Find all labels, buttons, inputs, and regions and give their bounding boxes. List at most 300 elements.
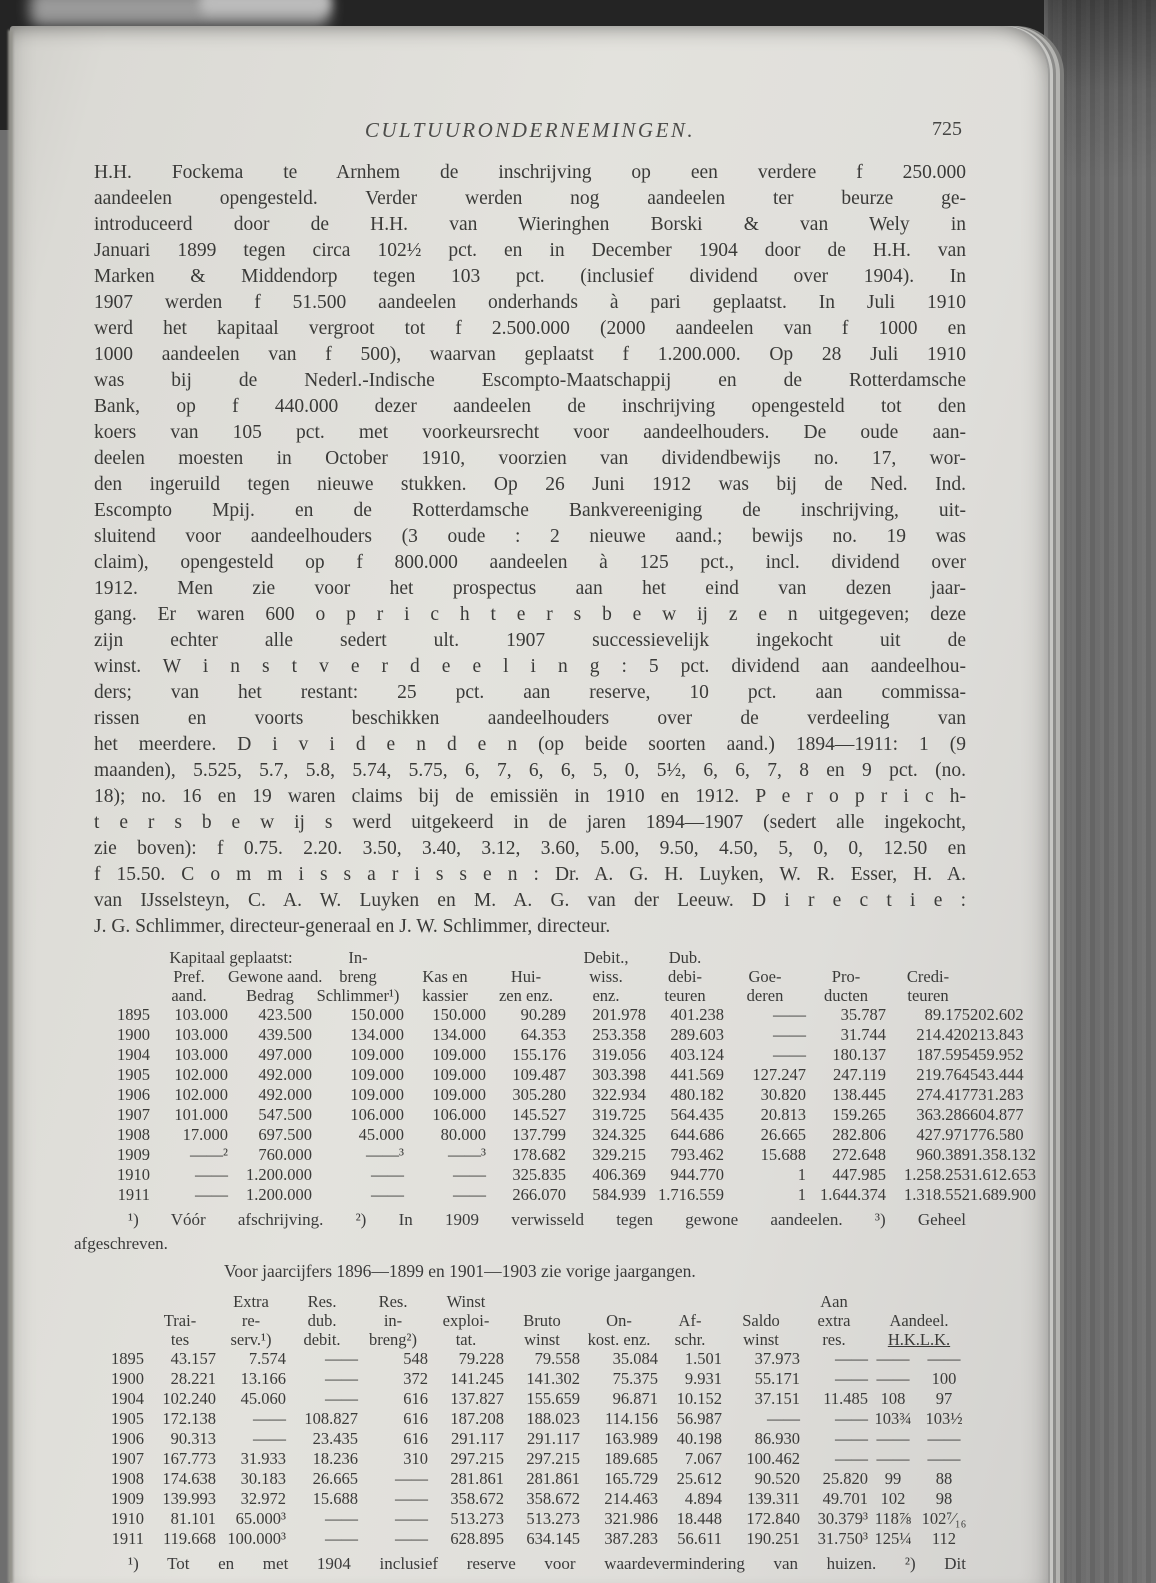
value-cell: 9.931: [684, 1369, 722, 1388]
value-cell: ——: [876, 1369, 910, 1388]
book-fore-edge: [1044, 0, 1156, 1583]
table-row: [94, 1449, 970, 1469]
column-header: Aandeel.: [889, 1311, 949, 1330]
column-header: Bruto: [523, 1311, 561, 1330]
value-cell: 30.820: [760, 1085, 806, 1104]
value-cell: ——: [253, 1429, 286, 1448]
column-header: Kapitaal geplaatst:: [169, 948, 293, 967]
value-cell: 4.894: [684, 1489, 722, 1508]
value-cell: 139.993: [162, 1489, 216, 1508]
value-cell: 1: [797, 1185, 806, 1204]
value-cell: 159.265: [832, 1105, 886, 1124]
value-cell: 187.595: [916, 1045, 970, 1064]
value-cell: 56.987: [676, 1409, 722, 1428]
column-header: On-: [606, 1311, 632, 1330]
value-cell: 102⁷⁄₁₆: [921, 1509, 967, 1528]
value-cell: 172.138: [162, 1409, 216, 1428]
column-header: [94, 1311, 144, 1330]
value-cell: 214.463: [604, 1489, 658, 1508]
value-cell: 109.000: [432, 1045, 486, 1064]
value-cell: 447.985: [832, 1165, 886, 1184]
value-cell: 49.701: [822, 1489, 868, 1508]
value-cell: ——: [835, 1369, 868, 1388]
value-cell: 291.117: [526, 1429, 580, 1448]
year-cell: 1905: [111, 1409, 144, 1428]
value-cell: ——: [453, 1165, 486, 1184]
column-header: Bedrag: [246, 986, 294, 1005]
value-cell: 35.787: [840, 1005, 886, 1024]
column-header: Debit.,: [583, 948, 629, 967]
year-cell: 1908: [117, 1125, 150, 1144]
paragraph-line: f 15.50. C o m m i s s a r i s s e n : Dr. A. G. H. Luyken, W. R. Esser, H. A.: [94, 864, 966, 885]
value-cell: 266.070: [512, 1185, 566, 1204]
value-cell: 406.369: [592, 1165, 646, 1184]
column-header: Kas en: [422, 967, 468, 986]
value-cell: 88: [935, 1469, 953, 1488]
running-head: [94, 118, 966, 144]
year-cell: 1895: [117, 1005, 150, 1024]
value-cell: 103¾: [874, 1409, 912, 1428]
value-cell: 100: [931, 1369, 957, 1388]
value-cell: 1.200.000: [246, 1185, 312, 1204]
value-cell: 13.166: [240, 1369, 286, 1388]
value-cell: 439.500: [258, 1025, 312, 1044]
paragraph-line: koers van 105 pct. met voorkeursrecht voor aandeelhouders. De oude aan-: [94, 422, 966, 443]
column-header: kassier: [422, 986, 468, 1005]
table-row: [94, 1429, 970, 1449]
column-header: zen enz.: [498, 986, 554, 1005]
table-row: 1909 ——² 760.000 ——³ ——³ 178.682 329.215 793.462 15.688 272.648 960.389 1.358.132: [94, 1145, 970, 1165]
column-header: [868, 1292, 970, 1311]
column-header: wiss.: [589, 967, 623, 986]
value-cell: 387.283: [604, 1529, 658, 1548]
value-cell: 11.485: [823, 1389, 868, 1408]
value-cell: 106.000: [350, 1105, 404, 1124]
value-cell: 139.311: [746, 1489, 800, 1508]
value-cell: 282.806: [832, 1125, 886, 1144]
value-cell: 103½: [925, 1409, 963, 1428]
column-header: [94, 967, 150, 986]
value-cell: 441.569: [670, 1065, 724, 1084]
table-header-row: [94, 1311, 970, 1330]
year-cell: 1907: [117, 1105, 150, 1124]
value-cell: ——: [927, 1429, 961, 1448]
value-cell: 18.236: [312, 1449, 358, 1468]
value-cell: 944.770: [670, 1165, 724, 1184]
value-cell: 109.000: [350, 1045, 404, 1064]
value-cell: 564.435: [670, 1105, 724, 1124]
value-cell: 319.725: [592, 1105, 646, 1124]
table-row: [94, 1369, 970, 1389]
value-cell: ——: [927, 1349, 961, 1368]
value-cell: 31.750³: [817, 1529, 868, 1548]
paragraph-line: t e r s b e w ij s werd uitgekeerd in de jaren 1894—1907 (sedert alle ingekocht,: [94, 812, 966, 833]
column-header: in-: [383, 1311, 403, 1330]
value-cell: 96.871: [612, 1389, 658, 1408]
column-header: Pro-: [831, 967, 861, 986]
value-cell: 109.000: [432, 1065, 486, 1084]
value-cell: 137.827: [450, 1389, 504, 1408]
value-cell: 190.251: [746, 1529, 800, 1548]
value-cell: 100.000³: [227, 1529, 286, 1548]
value-cell: 324.325: [592, 1125, 646, 1144]
value-cell: 322.934: [592, 1085, 646, 1104]
book-page: [10, 26, 1048, 1583]
paragraph-line: winst. W i n s t v e r d e e l i n g : 5 pct. dividend aan aandeelhou-: [94, 656, 966, 677]
table-row: 1905 102.000 492.000 109.000 109.000 109.487 303.398 441.569 127.247 247.119 219.764 543.444: [94, 1065, 970, 1085]
value-cell: ——: [876, 1349, 910, 1368]
value-cell: 134.000: [432, 1025, 486, 1044]
table-row: [94, 1389, 970, 1409]
value-cell: 305.280: [512, 1085, 566, 1104]
value-cell: 137.799: [512, 1125, 566, 1144]
table-header-row: [94, 1330, 970, 1349]
value-cell: 17.000: [182, 1125, 228, 1144]
column-header: [724, 948, 806, 967]
column-header: Winst: [446, 1292, 486, 1311]
column-header: breng: [339, 967, 377, 986]
value-cell: 101.000: [174, 1105, 228, 1124]
value-cell: 18.448: [676, 1509, 722, 1528]
value-cell: 86.930: [754, 1429, 800, 1448]
value-cell: ——: [773, 1005, 806, 1024]
column-header: [94, 948, 150, 967]
value-cell: 319.056: [592, 1045, 646, 1064]
value-cell: 291.117: [450, 1429, 504, 1448]
table-header-row: [94, 967, 970, 986]
footnote-line: ¹) Vóór afschrijving. ²) In 1909 verwisseld tegen gewone aandeelen. ³) Geheel: [128, 1210, 966, 1229]
value-cell: 37.973: [754, 1349, 800, 1368]
column-header: extra: [817, 1311, 851, 1330]
value-cell: 109.000: [350, 1065, 404, 1084]
value-cell: 180.137: [832, 1045, 886, 1064]
column-header: Pref.: [173, 967, 205, 986]
paragraph-line: maanden), 5.525, 5.7, 5.8, 5.74, 5.75, 6, 7, 6, 6, 5, 0, 5½, 6, 6, 7, 8 en 9 pct. (no.: [94, 760, 966, 781]
background-blur-highlight: [200, 0, 330, 14]
value-cell: ——: [773, 1045, 806, 1064]
column-header: re-: [241, 1311, 261, 1330]
table-row: 1906 102.000 492.000 109.000 109.000 305.280 322.934 480.182 30.820 138.445 274.417 731.283: [94, 1085, 970, 1105]
value-cell: 99: [884, 1469, 902, 1488]
year-cell: 1907: [111, 1449, 144, 1468]
column-header: Hui-: [510, 967, 542, 986]
value-cell: 163.989: [604, 1429, 658, 1448]
footnote-line: afgeschreven.: [74, 1234, 168, 1253]
value-cell: 90.313: [170, 1429, 216, 1448]
value-cell: 28.221: [170, 1369, 216, 1388]
capital-balance-table: [94, 948, 1036, 1205]
value-cell: 75.375: [612, 1369, 658, 1388]
value-cell: 109.000: [432, 1085, 486, 1104]
value-cell: 321.986: [604, 1509, 658, 1528]
value-cell: 43.157: [170, 1349, 216, 1368]
paragraph-line: Marken & Middendorp tegen 103 pct. (inclusief dividend over 1904). In: [94, 266, 966, 287]
value-cell: 31.933: [240, 1449, 286, 1468]
value-cell: 23.435: [312, 1429, 358, 1448]
value-cell: 125¼: [874, 1529, 912, 1548]
value-cell: 37.151: [754, 1389, 800, 1408]
value-cell: ——: [325, 1529, 358, 1548]
value-cell: 247.119: [832, 1065, 886, 1084]
value-cell: ——: [325, 1369, 358, 1388]
value-cell: 214.420: [916, 1025, 970, 1044]
value-cell: ——: [876, 1449, 910, 1468]
page-content: [74, 118, 1036, 1576]
column-header: Af-: [678, 1311, 702, 1330]
profit-results-table: [94, 1292, 970, 1549]
table-row: 1900 103.000 439.500 134.000 134.000 64.353 253.358 289.603 —— 31.744 214.420 213.843: [94, 1025, 970, 1045]
value-cell: 15.688: [760, 1145, 806, 1164]
value-cell: ——: [371, 1185, 404, 1204]
paragraph-line: Bank, op f 440.000 dezer aandeelen de inschrijving opengesteld tot den: [94, 396, 966, 417]
value-cell: 7.574: [248, 1349, 286, 1368]
value-cell: 1.258.253: [904, 1165, 970, 1184]
paragraph-line: 1907 werden f 51.500 aandeelen onderhands à pari geplaatst. In Juli 1910: [94, 292, 966, 313]
value-cell: 616: [403, 1389, 428, 1408]
value-cell: 108.827: [304, 1409, 358, 1428]
value-cell: 960.389: [916, 1145, 970, 1164]
value-cell: 109.487: [512, 1065, 566, 1084]
value-cell: 30.379³: [817, 1509, 868, 1528]
year-cell: 1906: [111, 1429, 144, 1448]
value-cell: 134.000: [350, 1025, 404, 1044]
value-cell: 155.176: [512, 1045, 566, 1064]
paragraph-line: 1912. Men zie voor het prospectus aan het eind van dezen jaar-: [94, 578, 966, 599]
value-cell: 310: [403, 1449, 428, 1468]
paragraph-line: zie boven): f 0.75. 2.20. 3.50, 3.40, 3.12, 3.60, 5.00, 9.50, 4.50, 5, 0, 0, 12.50 en: [94, 838, 966, 859]
paragraph-line: introduceerd door de H.H. van Wieringhen Borski & van Wely in: [94, 214, 966, 235]
value-cell: 513.273: [450, 1509, 504, 1528]
value-cell: 55.171: [754, 1369, 800, 1388]
paragraph-line: H.H. Fockema te Arnhem de inschrijving op een verdere f 250.000: [94, 162, 966, 183]
year-figures-note: Voor jaarcijfers 1896—1899 en 1901—1903 zie vorige jaargangen.: [224, 1261, 696, 1281]
value-cell: 363.286: [916, 1105, 970, 1124]
paragraph-line: den ingeruild tegen nieuwe stukken. Op 26 Juni 1912 was bij de Ned. Ind.: [94, 474, 966, 495]
value-cell: 118⅞: [874, 1509, 912, 1528]
column-header: [886, 948, 970, 967]
value-cell: 155.659: [526, 1389, 580, 1408]
value-cell: 56.611: [677, 1529, 722, 1548]
column-header: teuren: [907, 986, 949, 1005]
value-cell: 119.668: [162, 1529, 216, 1548]
page-fold-crease: [8, 30, 13, 1583]
value-cell: ——: [835, 1449, 868, 1468]
table1-footnotes: [74, 1208, 966, 1256]
value-cell: 25.612: [676, 1469, 722, 1488]
column-header: [94, 1330, 144, 1349]
column-header: [806, 948, 886, 967]
value-cell: 372: [403, 1369, 428, 1388]
column-header: Trai-: [163, 1311, 197, 1330]
year-cell: 1904: [117, 1045, 150, 1064]
value-cell: 80.000: [440, 1125, 486, 1144]
value-cell: 697.500: [258, 1125, 312, 1144]
value-cell: 15.688: [312, 1489, 358, 1508]
value-cell: ——: [195, 1165, 228, 1184]
value-cell: 297.215: [450, 1449, 504, 1468]
value-cell: 427.971: [916, 1125, 970, 1144]
paragraph-line: gang. Er waren 600 o p r i c h t e r s b e w ij z e n uitgegeven; deze: [94, 604, 966, 625]
value-cell: 793.462: [670, 1145, 724, 1164]
column-header: Gewone aand.: [228, 967, 323, 986]
column-header: Credi-: [906, 967, 950, 986]
value-cell: 79.228: [458, 1349, 504, 1368]
value-cell: 178.682: [512, 1145, 566, 1164]
value-cell: 141.302: [526, 1369, 580, 1388]
value-cell: 513.273: [526, 1509, 580, 1528]
value-cell: 7.067: [684, 1449, 722, 1468]
column-header: winst: [743, 1330, 779, 1349]
column-header: [486, 948, 566, 967]
value-cell: 492.000: [258, 1085, 312, 1104]
value-cell: 106.000: [432, 1105, 486, 1124]
year-cell: 1904: [111, 1389, 144, 1408]
table-row: [94, 1349, 970, 1369]
value-cell: 127.247: [752, 1065, 806, 1084]
body-paragraph: [94, 160, 966, 940]
paragraph-line: rissen en voorts beschikken aandeelhouders over de verdeeling van: [94, 708, 966, 729]
value-cell: 497.000: [258, 1045, 312, 1064]
value-cell: 281.861: [450, 1469, 504, 1488]
value-cell: 423.500: [258, 1005, 312, 1024]
table-row: 1904 103.000 497.000 109.000 109.000 155.176 319.056 403.124 —— 180.137 187.595 459.952: [94, 1045, 970, 1065]
table-header-row: [94, 986, 970, 1005]
paragraph-line: 1000 aandeelen van f 500), waarvan geplaatst f 1.200.000. Op 28 Juli 1910: [94, 344, 966, 365]
value-cell: ——: [453, 1185, 486, 1204]
value-cell: 90.520: [754, 1469, 800, 1488]
value-cell: 187.208: [450, 1409, 504, 1428]
value-cell: ——: [395, 1469, 428, 1488]
value-cell: 20.813: [760, 1105, 806, 1124]
value-cell: ——: [325, 1349, 358, 1368]
column-header: tes: [170, 1330, 190, 1349]
value-cell: 329.215: [592, 1145, 646, 1164]
value-cell: 65.000³: [235, 1509, 286, 1528]
value-cell: ——³: [366, 1145, 404, 1164]
value-cell: 103.000: [174, 1045, 228, 1064]
value-cell: ——³: [448, 1145, 486, 1164]
value-cell: 25.820: [822, 1469, 868, 1488]
column-header: Dub.: [668, 948, 702, 967]
value-cell: 289.603: [670, 1025, 724, 1044]
paragraph-line: ders; van het restant: 25 pct. aan reserve, 10 pct. aan commissa-: [94, 682, 966, 703]
value-cell: 219.764: [916, 1065, 970, 1084]
value-cell: ——: [876, 1429, 910, 1448]
column-header: teuren: [664, 986, 706, 1005]
value-cell: 108: [880, 1389, 906, 1408]
column-header: serv.¹): [230, 1330, 272, 1349]
value-cell: 616: [403, 1409, 428, 1428]
value-cell: ——: [371, 1165, 404, 1184]
value-cell: 102.240: [162, 1389, 216, 1408]
paragraph-line: deelen moesten in October 1910, voorzien van dividendbewijs no. 17, wor-: [94, 448, 966, 469]
value-cell: 401.238: [670, 1005, 724, 1024]
column-header: debit.: [303, 1330, 341, 1349]
year-cell: 1900: [117, 1025, 150, 1044]
value-cell: 102.000: [174, 1085, 228, 1104]
value-cell: 297.215: [526, 1449, 580, 1468]
value-cell: 145.527: [512, 1105, 566, 1124]
year-cell: 1900: [111, 1369, 144, 1388]
value-cell: 584.939: [592, 1185, 646, 1204]
paragraph-line: het meerdere. D i v i d e n d e n (op beide soorten aand.) 1894—1911: 1 (9: [94, 734, 966, 755]
table-row: [94, 1529, 970, 1549]
column-header: Aan: [820, 1292, 848, 1311]
value-cell: ——: [395, 1529, 428, 1548]
table-header-row: [94, 948, 970, 967]
value-cell: 281.861: [526, 1469, 580, 1488]
value-cell: 150.000: [432, 1005, 486, 1024]
value-cell: 98: [935, 1489, 953, 1508]
year-cell: 1905: [117, 1065, 150, 1084]
paragraph-line: J. G. Schlimmer, directeur-generaal en J. W. Schlimmer, directeur.: [94, 916, 611, 937]
value-cell: 201.978: [592, 1005, 646, 1024]
value-cell: 32.972: [240, 1489, 286, 1508]
value-cell: 188.023: [526, 1409, 580, 1428]
value-cell: 403.124: [670, 1045, 724, 1064]
table-row: [94, 1489, 970, 1509]
paragraph-line: 18); no. 16 en 19 waren claims bij de emissiën in 1910 en 1912. P e r o p r i c h-: [94, 786, 966, 807]
column-header: enz.: [592, 986, 620, 1005]
column-header: aand.: [171, 986, 207, 1005]
value-cell: 10.152: [676, 1389, 722, 1408]
column-header: breng²): [368, 1330, 417, 1349]
table-row: 1895 103.000 423.500 150.000 150.000 90.289 201.978 401.238 —— 35.787 89.175 202.602: [94, 1005, 970, 1025]
value-cell: 102: [880, 1489, 906, 1508]
value-cell: 45.000: [358, 1125, 404, 1144]
value-cell: ——: [773, 1025, 806, 1044]
value-cell: ——: [395, 1489, 428, 1508]
year-cell: 1911: [111, 1529, 144, 1548]
value-cell: 114.156: [604, 1409, 658, 1428]
column-header: Res.: [307, 1292, 337, 1311]
value-cell: ——: [395, 1509, 428, 1528]
paragraph-line: was bij de Nederl.-Indische Escompto-Maatschappij en de Rotterdamsche: [94, 370, 966, 391]
year-cell: 1909: [111, 1489, 144, 1508]
value-cell: 274.417: [916, 1085, 970, 1104]
value-cell: 89.175: [924, 1005, 970, 1024]
value-cell: ——: [325, 1389, 358, 1408]
column-header: Res.: [378, 1292, 408, 1311]
value-cell: 174.638: [162, 1469, 216, 1488]
value-cell: 167.773: [162, 1449, 216, 1468]
value-cell: ——: [767, 1409, 800, 1428]
value-cell: 480.182: [670, 1085, 724, 1104]
value-cell: ——: [253, 1409, 286, 1428]
column-header: schr.: [674, 1330, 706, 1349]
year-cell: 1908: [111, 1469, 144, 1488]
value-cell: 492.000: [258, 1065, 312, 1084]
value-cell: 358.672: [526, 1489, 580, 1508]
value-cell: 103.000: [174, 1025, 228, 1044]
column-header: debi-: [668, 967, 702, 986]
value-cell: 81.101: [170, 1509, 216, 1528]
value-cell: 97: [935, 1389, 953, 1408]
column-header: deren: [746, 986, 784, 1005]
column-header: H.K.L.K.: [887, 1330, 951, 1349]
column-header: tat.: [455, 1330, 477, 1349]
year-cell: 1895: [111, 1349, 144, 1368]
value-cell: 1.501: [684, 1349, 722, 1368]
value-cell: 103.000: [174, 1005, 228, 1024]
value-cell: 102.000: [174, 1065, 228, 1084]
value-cell: ——: [835, 1409, 868, 1428]
value-cell: 45.060: [240, 1389, 286, 1408]
table-row: 1907 101.000 547.500 106.000 106.000 145.527 319.725 564.435 20.813 159.265 363.286 604.877: [94, 1105, 970, 1125]
column-header: exploi-: [442, 1311, 490, 1330]
table2-footnote: ¹) Tot en met 1904 inclusief reserve voor waardevermindering van huizen. ²) Dit: [128, 1554, 966, 1573]
value-cell: ——²: [190, 1145, 228, 1164]
